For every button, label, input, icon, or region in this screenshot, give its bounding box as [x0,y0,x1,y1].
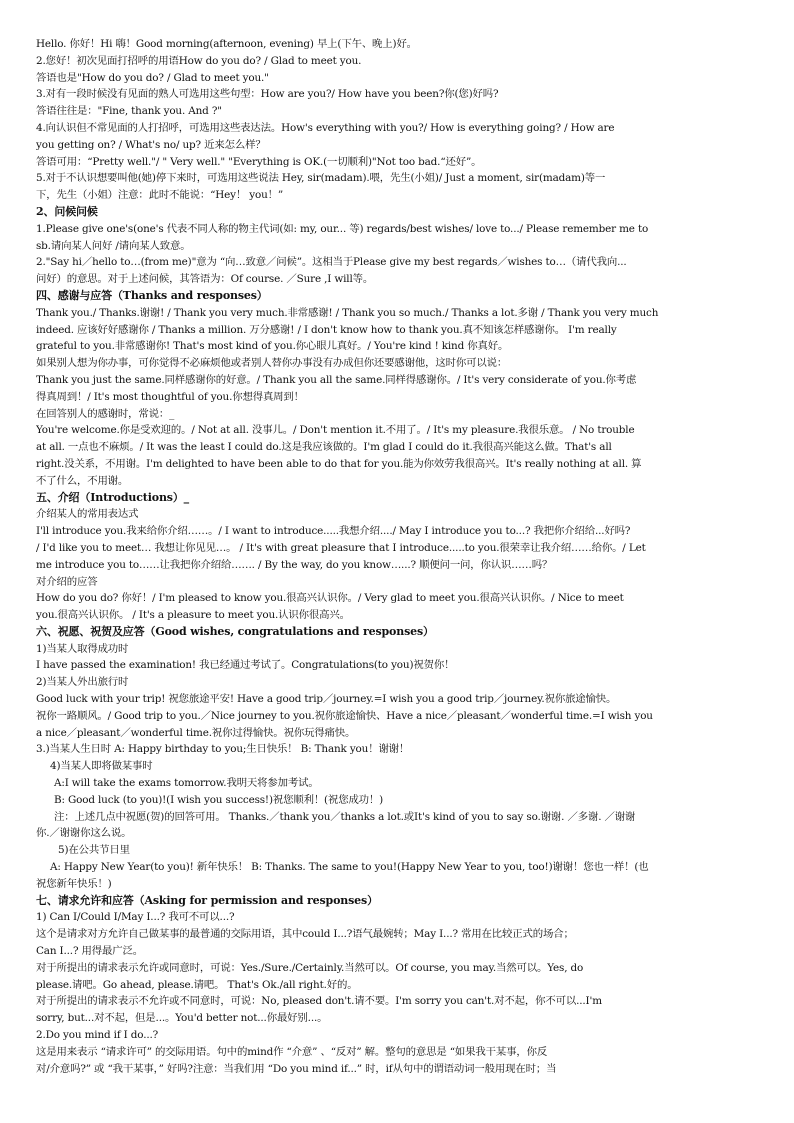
text-line: 3.)当某人生日时 A: Happy birthday to you;生日快乐！ B: Thank you！谢谢！ [36,743,410,756]
text-line: 在回答别人的感谢时，常说：_ [36,407,175,420]
text-line: 答语可用：“Pretty well."/ " Very well." "Everything is OK.(一切顺利)"Not too bad.“还好”。 [36,155,482,168]
text-line: B: Good luck (to you)!(I wish you success!)祝您顺利！(祝您成功！) [54,793,384,806]
text-line: 这是用来表示 “请求许可” 的交际用语。句中的mind作 “介意” 、“反对” 解。整句的意思是 “如果我干某事，你反 [36,1045,548,1058]
text-line: 答语也是"How do you do? / Glad to meet you." [36,71,269,84]
text-line: 得真周到！/ It's most thoughtful of you.你想得真周到！ [36,390,304,403]
text-line: 对于所提出的请求表示允许或同意时，可说：Yes./Sure./Certainly.当然可以。Of course, you may.当然可以。Yes, do [36,961,584,974]
text-line: 4.向认识但不常见面的人打招呼，可选用这些表达法。How's everything with you?/ How is everything going? / How are [36,121,615,134]
text-line: a nice／pleasant／wonderful time.祝你过得愉快。祝你玩得痛快。 [36,726,356,739]
text-line: 下，先生（小姐）注意：此时不能说：“Hey！ you！” [36,189,284,202]
text-line: 祝你一路顺风。/ Good trip to you.／Nice journey to you.祝你旅途愉快、Have a nice／pleasant／wonderful time.=I wish you [36,709,653,722]
text-line: you getting on? / What's no/ up? 近来怎么样？ [36,138,266,151]
text-line: 对于所提出的请求表示不允许或不同意时，可说：No, pleased don't.请不要。I'm sorry you can't.对不起，你不可以...I'm [36,995,602,1008]
text-line: 2)当某人外出旅行时 [36,676,129,689]
text-line: I have passed the examination! 我已经通过考试了。Congratulations(to you)祝贺你！ [36,659,455,672]
text-line: A: Happy New Year(to you)! 新年快乐！ B: Thanks. The same to you!(Happy New Year to you, too!)谢谢！您也一样！(也 [50,861,649,874]
text-line: Good luck with your trip! 祝您旅途平安! Have a good trip／journey.=I wish you a good trip／journey.祝你旅途愉快。 [36,693,617,706]
section-heading: 2、问候问候 [36,204,98,218]
text-line: 注：上述几点中祝愿(贺)的回答可用。 Thanks.／thank you／thanks a lot.或It's kind of you to say so.谢谢. ／多谢. ／谢谢 [54,810,636,823]
text-line: 你.／谢谢你这么说。 [36,827,132,840]
document-page [36,36,762,1077]
text-line: 这个是请求对方允许自己做某事的最普通的交际用语，其中could I...?语气最婉转；May I...? 常用在比较正式的场合； [36,928,574,941]
text-line: How do you do? 你好！/ I'm pleased to know you.很高兴认识你。/ Very glad to meet you.很高兴认识你。/ Nice to meet [36,592,624,605]
text-line: Thank you./ Thanks.谢谢! / Thank you very much.非常感谢! / Thank you so much./ Thanks a lot.多谢 / Thank you very much [36,306,659,319]
text-line: 介绍某人的常用表达式 [36,508,139,521]
text-line: sorry, but...对不起，但是...。You'd better not...你最好别...。 [36,1012,328,1025]
text-line: 问好）的意思。对于上述问候，其答语为：Of course. ／Sure ,I will等。 [36,273,374,286]
text-line: 对介绍的应答 [36,575,98,588]
text-line: I'll introduce you.我来给你介绍……。/ I want to introduce.....我想介绍..../ May I introduce you to...? 我把你介绍给...好吗? [36,525,631,538]
text-line: indeed. 应该好好感谢你 / Thanks a million. 万分感谢! / I don't know how to thank you.真不知该怎样感谢你。 I'm really [36,323,617,336]
text-line: 1) Can I/Could I/May I...? 我可不可以...? [36,911,235,924]
text-line: me introduce you to……让我把你介绍给……. / By the way, do you know…...? 顺便问一问，你认识……吗？ [36,558,553,571]
section-heading: 六、祝愿、祝贺及应答（Good wishes, congratulations and responses） [36,624,434,638]
text-line: 不了什么，不用谢。 [36,474,129,487]
text-line: 2.您好！初次见面打招呼的用语How do you do? / Glad to meet you. [36,54,362,67]
text-line: please.请吧。Go ahead, please.请吧。 That's Ok./all right.好的。 [36,978,358,991]
text-line: Thank you just the same.同样感谢你的好意。/ Thank you all the same.同样得感谢你。/ It's very considerate of you.你考虑 [36,373,637,386]
text-line: 5)在公共节日里 [58,844,130,857]
text-line: you.很高兴认识你。 / It's a pleasure to meet you.认识你很高兴。 [36,609,350,622]
text-line: at all. 一点也不麻烦。/ It was the least I could do.这是我应该做的。I'm glad I could do it.我很高兴能这么做。That's all [36,441,612,454]
text-line: 祝您新年快乐！) [36,877,112,890]
text-line: 2.Do you mind if I do...? [36,1029,159,1042]
text-line: 5.对于不认识想要叫他(她)停下来时，可选用这些说法 Hey, sir(madam).喂，先生(小姐)/ Just a moment, sir(madam)等一 [36,172,606,185]
section-heading: 五、介绍（Introductions）_ [36,490,190,504]
text-line: You're welcome.你是受欢迎的。/ Not at all. 没事儿。/ Don't mention it.不用了。/ It's my pleasure.我很乐意。 / No trouble [36,424,635,437]
text-line: right.没关系，不用谢。I'm delighted to have been able to do that for you.能为你效劳我很高兴。It's really nothing at all. 算 [36,457,642,470]
text-line: grateful to you.非常感谢你! That's most kind of you.你心眼儿真好。/ You're kind ! kind 你真好。 [36,340,509,353]
text-line: Hello. 你好！Hi 嗨！Good morning(afternoon, evening) 早上(下午、晚上)好。 [36,38,417,50]
text-line: 4)当某人即将做某事时 [50,760,153,773]
section-heading: 四、感谢与应答（Thanks and responses） [36,288,268,302]
text-line: / I'd like you to meet… 我想让你见见…。 / It's with great pleasure that I introduce.....to you.很荣幸让我介绍……给你。/ Let [36,541,646,554]
text-line: 1)当某人取得成功时 [36,642,129,655]
text-line: 1.Please give one's(one's 代表不同人称的物主代词(如: my, our... 等) regards/best wishes/ love to.../ Please remember me to [36,222,649,235]
text-line: 对/介意吗?” 或 “我干某事，” 好吗?注意：当我们用 “Do you mind if...” 时，if从句中的谓语动词一般用现在时；当 [36,1062,557,1075]
text-line: Can I...? 用得最广泛。 [36,945,143,958]
section-heading: 七、请求允许和应答（Asking for permission and responses） [36,893,378,907]
text-line: 2."Say hi／hello to…(from me)"意为 “向…致意／问候”。这相当于Please give my best regards／wishes to…（请代我向... [36,256,627,269]
text-line: 答语往往是："Fine, thank you. And ?" [36,105,222,118]
text-line: A:I will take the exams tomorrow.我明天将参加考试。 [54,777,319,790]
text-line: sb.请向某人问好 /请向某人致意。 [36,239,191,252]
text-line: 3.对有一段时候没有见面的熟人可选用这些句型：How are you?/ How have you been?你(您)好吗? [36,88,499,101]
text-line: 如果别人想为你办事，可你觉得不必麻烦他或者别人替你办事没有办成但你还要感谢他，这时你可以说： [36,357,508,370]
